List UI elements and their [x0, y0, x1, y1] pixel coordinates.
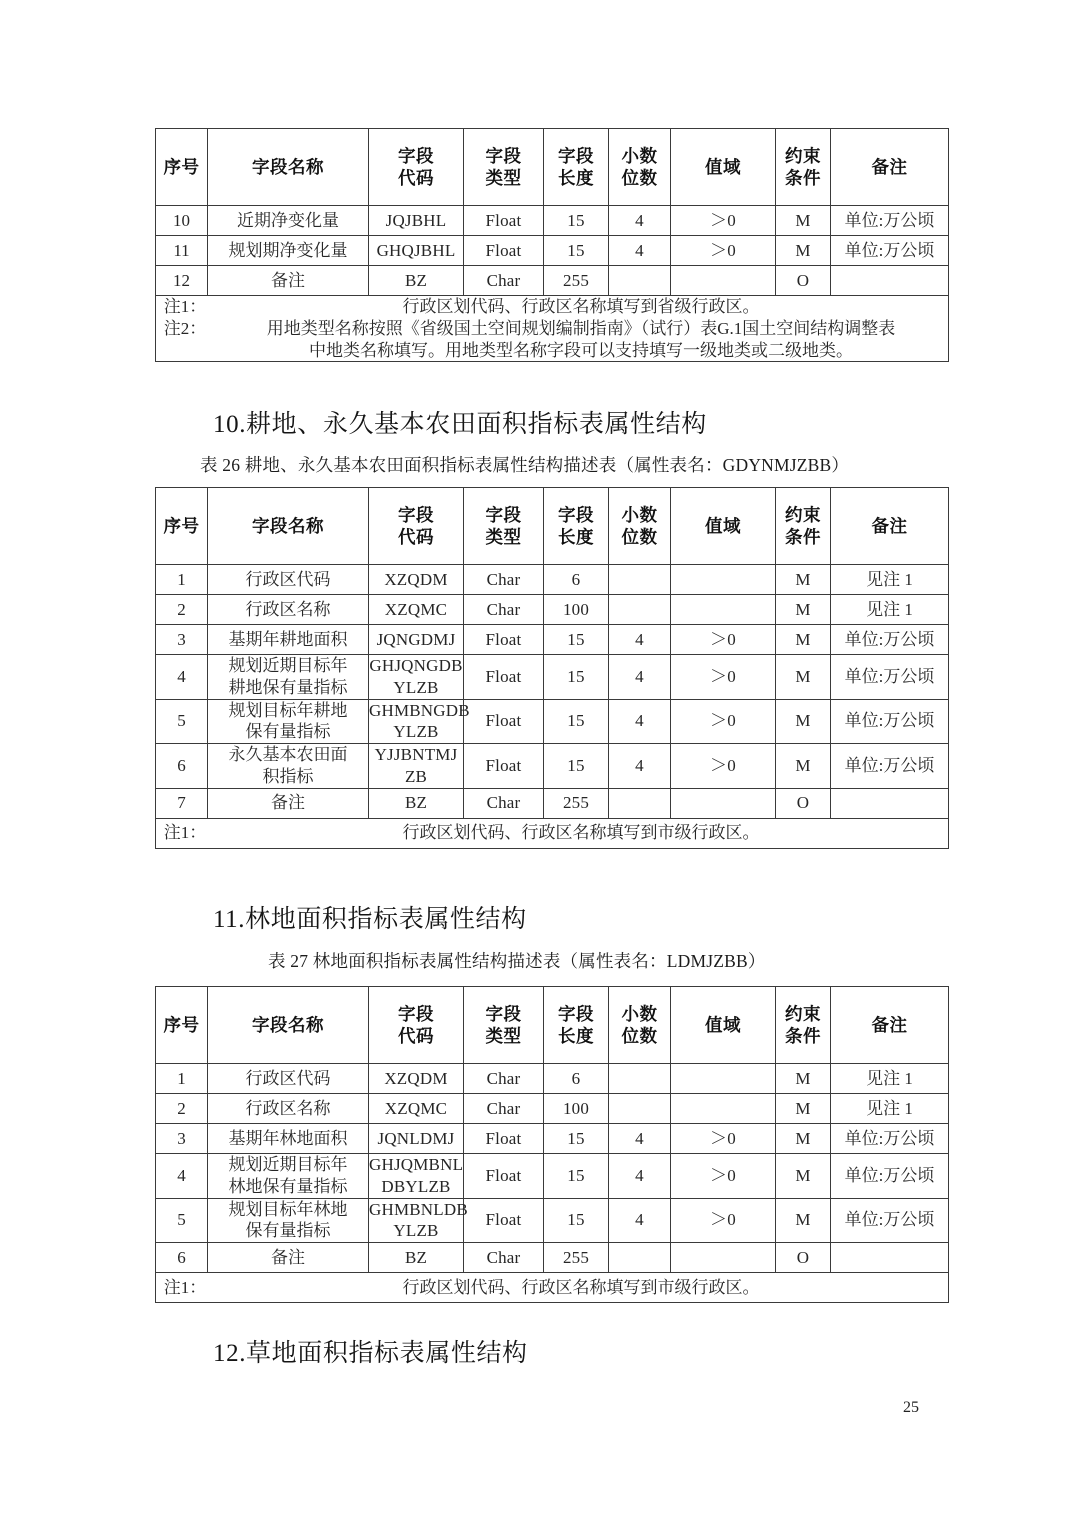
section-heading-12: 12.草地面积指标表属性结构: [213, 1340, 528, 1367]
cell-field-length: 15: [544, 206, 609, 236]
cell-decimals: 4: [609, 1154, 671, 1199]
cell-field-code: BZ: [369, 788, 464, 818]
cell-value-range: ＞0: [671, 206, 776, 236]
cell-field-type: Float: [464, 625, 544, 655]
cell-value-range: [671, 1243, 776, 1273]
table-row: [156, 1124, 949, 1154]
cell-constraint: O: [776, 788, 831, 818]
column-header-field-code: [369, 987, 464, 1064]
cell-remark: 单位:万公顷: [831, 1154, 949, 1199]
column-header-constraint-line2: 条件: [785, 1026, 821, 1046]
table-footer-notes: [156, 818, 949, 848]
column-header-remark: 备注: [831, 488, 949, 565]
cell-decimals: [609, 1243, 671, 1273]
note-line: 中地类名称填写。用地类型名称字段可以支持填写一级地类或二级地类。: [309, 340, 853, 360]
table-header-row: [156, 129, 949, 206]
cell-field-type: Char: [464, 595, 544, 625]
column-header-field-length-line2: 长度: [558, 1026, 594, 1046]
column-header-field-length-line1: 字段: [558, 504, 594, 525]
table-note: [156, 1277, 948, 1299]
column-header-field-length-line1: 字段: [558, 1003, 594, 1024]
cell-field-name: 规划目标年耕地 保有量指标: [208, 699, 369, 744]
column-header-index: 序号: [156, 488, 208, 565]
column-header-constraint: [776, 488, 831, 565]
cell-index: 2: [156, 595, 208, 625]
cell-index: 6: [156, 1243, 208, 1273]
cell-index: 4: [156, 1154, 208, 1199]
cell-index: 5: [156, 699, 208, 744]
cell-remark: 单位:万公顷: [831, 206, 949, 236]
cell-remark: 见注 1: [831, 565, 949, 595]
table-caption-27: 表 27 林地面积指标表属性结构描述表（属性表名：LDMJZBB）: [268, 951, 766, 971]
column-header-constraint-line2: 条件: [785, 527, 821, 547]
column-header-field-code-line2: 代码: [398, 168, 434, 188]
cell-constraint: O: [776, 1243, 831, 1273]
column-header-constraint: [776, 129, 831, 206]
table-note: [156, 318, 948, 362]
cell-constraint: M: [776, 625, 831, 655]
cell-field-name: 永久基本农田面 积指标: [208, 744, 369, 789]
table-25-continuation: [155, 128, 949, 362]
cell-constraint: M: [776, 655, 831, 700]
table-body: [156, 565, 949, 819]
cell-value-range: [671, 595, 776, 625]
column-header-field-type-line2: 类型: [485, 527, 522, 547]
table-body: [156, 1064, 949, 1273]
section-heading-10: 10.耕地、永久基本农田面积指标表属性结构: [213, 411, 707, 438]
table-notes: [156, 818, 949, 848]
cell-decimals: [609, 565, 671, 595]
cell-value-range: [671, 565, 776, 595]
cell-field-type: Float: [464, 655, 544, 700]
cell-index: 1: [156, 565, 208, 595]
cell-field-code: JQJBHL: [369, 206, 464, 236]
column-header-field-code-line2: 代码: [398, 527, 434, 547]
column-header-field-type: [464, 129, 544, 206]
cell-remark: 单位:万公顷: [831, 236, 949, 266]
column-header-field-type-line1: 字段: [485, 145, 522, 166]
cell-field-length: 15: [544, 236, 609, 266]
column-header-value-range: 值域: [671, 488, 776, 565]
cell-decimals: 4: [609, 206, 671, 236]
cell-decimals: 4: [609, 655, 671, 700]
cell-field-code: XZQDM: [369, 1064, 464, 1094]
cell-decimals: 4: [609, 625, 671, 655]
column-header-decimals-line2: 位数: [621, 168, 658, 188]
cell-decimals: 4: [609, 744, 671, 789]
cell-field-type: Float: [464, 1124, 544, 1154]
cell-field-code: JQNLDMJ: [369, 1124, 464, 1154]
cell-field-type: Float: [464, 1154, 544, 1199]
cell-index: 6: [156, 744, 208, 789]
column-header-decimals: [609, 488, 671, 565]
section-heading-11: 11.林地面积指标表属性结构: [213, 906, 527, 933]
cell-field-name: 基期年耕地面积: [208, 625, 369, 655]
cell-value-range: ＞0: [671, 236, 776, 266]
cell-remark: [831, 788, 949, 818]
column-header-remark: 备注: [831, 129, 949, 206]
cell-field-length: 100: [544, 595, 609, 625]
cell-constraint: M: [776, 1154, 831, 1199]
cell-constraint: O: [776, 266, 831, 296]
cell-field-type: Char: [464, 266, 544, 296]
column-header-index: 序号: [156, 129, 208, 206]
cell-field-code: GHQJBHL: [369, 236, 464, 266]
table-body: [156, 206, 949, 296]
cell-field-type: Char: [464, 1243, 544, 1273]
column-header-field-name: 字段名称: [208, 987, 369, 1064]
cell-field-name: 备注: [208, 788, 369, 818]
note-body: [214, 1277, 948, 1299]
cell-field-length: 255: [544, 1243, 609, 1273]
cell-index: 7: [156, 788, 208, 818]
column-header-field-length-line2: 长度: [558, 168, 594, 188]
table-row: [156, 625, 949, 655]
table-27-wrapper: [155, 986, 949, 1303]
column-header-field-length-line2: 长度: [558, 527, 594, 547]
cell-field-type: Char: [464, 788, 544, 818]
table-footer-notes: [156, 296, 949, 362]
attribute-structure-table: [155, 986, 949, 1303]
table-header-row: [156, 987, 949, 1064]
table-note-row: [156, 296, 949, 362]
cell-constraint: M: [776, 1094, 831, 1124]
cell-field-name: 行政区名称: [208, 1094, 369, 1124]
cell-decimals: [609, 788, 671, 818]
column-header-field-name: 字段名称: [208, 488, 369, 565]
column-header-field-type: [464, 488, 544, 565]
cell-remark: 单位:万公顷: [831, 625, 949, 655]
table-row: [156, 655, 949, 700]
table-row: [156, 236, 949, 266]
table-row: [156, 699, 949, 744]
cell-value-range: ＞0: [671, 1154, 776, 1199]
cell-index: 3: [156, 1124, 208, 1154]
cell-decimals: 4: [609, 1198, 671, 1243]
cell-remark: 单位:万公顷: [831, 1198, 949, 1243]
table-notes: [156, 296, 949, 362]
column-header-field-type: [464, 987, 544, 1064]
cell-field-name: 备注: [208, 266, 369, 296]
cell-index: 1: [156, 1064, 208, 1094]
cell-remark: [831, 266, 949, 296]
cell-decimals: [609, 1094, 671, 1124]
table-row: [156, 1198, 949, 1243]
note-tag: 注1：: [163, 1277, 207, 1297]
cell-field-length: 15: [544, 744, 609, 789]
column-header-field-length: [544, 488, 609, 565]
column-header-field-length: [544, 987, 609, 1064]
cell-field-type: Char: [464, 1094, 544, 1124]
cell-field-length: 100: [544, 1094, 609, 1124]
cell-remark: 见注 1: [831, 1094, 949, 1124]
cell-index: 4: [156, 655, 208, 700]
column-header-field-type-line2: 类型: [485, 1026, 522, 1046]
cell-constraint: M: [776, 1064, 831, 1094]
cell-value-range: [671, 788, 776, 818]
cell-remark: 单位:万公顷: [831, 744, 949, 789]
table-note: [156, 296, 948, 318]
note-body: [214, 318, 948, 362]
cell-field-code: BZ: [369, 266, 464, 296]
cell-field-name: 行政区代码: [208, 565, 369, 595]
cell-field-code: GHJQMBNL DBYLZB: [369, 1154, 464, 1199]
cell-constraint: M: [776, 206, 831, 236]
table-row: [156, 595, 949, 625]
column-header-field-length: [544, 129, 609, 206]
cell-field-length: 15: [544, 1124, 609, 1154]
column-header-value-range: 值域: [671, 987, 776, 1064]
cell-index: 11: [156, 236, 208, 266]
cell-field-length: 15: [544, 699, 609, 744]
table-row: [156, 788, 949, 818]
column-header-constraint-line1: 约束: [785, 504, 821, 525]
column-header-constraint-line1: 约束: [785, 1003, 821, 1024]
column-header-field-code-line2: 代码: [398, 1026, 434, 1046]
table-row: [156, 206, 949, 236]
note-body: [214, 822, 948, 844]
note-line: 行政区划代码、行政区名称填写到省级行政区。: [402, 297, 760, 316]
cell-field-code: GHMBNLDB YLZB: [369, 1198, 464, 1243]
cell-decimals: 4: [609, 699, 671, 744]
attribute-structure-table: [155, 487, 949, 849]
note-tag: 注1：: [163, 823, 207, 843]
table-caption-26: 表 26 耕地、永久基本农田面积指标表属性结构描述表（属性表名：GDYNMJZBB）: [200, 455, 850, 475]
cell-field-length: 15: [544, 625, 609, 655]
table-header-row: [156, 488, 949, 565]
cell-value-range: ＞0: [671, 625, 776, 655]
cell-field-code: JQNGDMJ: [369, 625, 464, 655]
column-header-index: 序号: [156, 987, 208, 1064]
column-header-field-code-line1: 字段: [398, 504, 434, 525]
cell-field-code: XZQMC: [369, 1094, 464, 1124]
note-tag: 注1：: [163, 297, 207, 316]
cell-field-type: Char: [464, 565, 544, 595]
cell-field-type: Float: [464, 206, 544, 236]
cell-index: 10: [156, 206, 208, 236]
table-row: [156, 1064, 949, 1094]
cell-field-name: 备注: [208, 1243, 369, 1273]
cell-field-name: 近期净变化量: [208, 206, 369, 236]
cell-index: 12: [156, 266, 208, 296]
cell-decimals: [609, 266, 671, 296]
cell-field-code: GHMBNGDB YLZB: [369, 699, 464, 744]
cell-field-name: 规划近期目标年 林地保有量指标: [208, 1154, 369, 1199]
table-26-wrapper: [155, 487, 949, 849]
column-header-decimals: [609, 129, 671, 206]
cell-field-code: XZQMC: [369, 595, 464, 625]
cell-value-range: [671, 266, 776, 296]
table-note: [156, 822, 948, 844]
cell-value-range: ＞0: [671, 1124, 776, 1154]
cell-field-length: 15: [544, 1198, 609, 1243]
cell-field-name: 规划期净变化量: [208, 236, 369, 266]
cell-field-length: 15: [544, 1154, 609, 1199]
cell-value-range: [671, 1094, 776, 1124]
cell-field-name: 基期年林地面积: [208, 1124, 369, 1154]
table-note-row: [156, 818, 949, 848]
note-body: [214, 296, 948, 318]
column-header-constraint: [776, 987, 831, 1064]
cell-field-name: 规划近期目标年 耕地保有量指标: [208, 655, 369, 700]
cell-constraint: M: [776, 595, 831, 625]
column-header-field-code: [369, 129, 464, 206]
note-line: 行政区划代码、行政区名称填写到市级行政区。: [402, 1277, 760, 1297]
cell-field-name: 行政区名称: [208, 595, 369, 625]
cell-field-length: 6: [544, 565, 609, 595]
cell-index: 3: [156, 625, 208, 655]
cell-value-range: ＞0: [671, 744, 776, 789]
cell-constraint: M: [776, 744, 831, 789]
cell-decimals: 4: [609, 236, 671, 266]
column-header-value-range: 值域: [671, 129, 776, 206]
cell-field-type: Float: [464, 699, 544, 744]
column-header-field-code: [369, 488, 464, 565]
cell-field-name: 规划目标年林地 保有量指标: [208, 1198, 369, 1243]
cell-field-code: BZ: [369, 1243, 464, 1273]
column-header-decimals: [609, 987, 671, 1064]
column-header-field-type-line1: 字段: [485, 1003, 522, 1024]
attribute-structure-table: [155, 128, 949, 362]
cell-remark: 单位:万公顷: [831, 655, 949, 700]
cell-field-name: 行政区代码: [208, 1064, 369, 1094]
cell-constraint: M: [776, 565, 831, 595]
cell-decimals: 4: [609, 1124, 671, 1154]
note-line: 用地类型名称按照《省级国土空间规划编制指南》（试行）表G.1国土空间结构调整表: [266, 318, 896, 338]
cell-field-type: Float: [464, 236, 544, 266]
cell-remark: 见注 1: [831, 595, 949, 625]
cell-value-range: ＞0: [671, 699, 776, 744]
cell-field-code: GHJQNGDB YLZB: [369, 655, 464, 700]
cell-field-length: 255: [544, 266, 609, 296]
cell-index: 2: [156, 1094, 208, 1124]
table-row: [156, 565, 949, 595]
column-header-field-length-line1: 字段: [558, 145, 594, 166]
table-row: [156, 266, 949, 296]
column-header-field-name: 字段名称: [208, 129, 369, 206]
cell-remark: [831, 1243, 949, 1273]
cell-remark: 见注 1: [831, 1064, 949, 1094]
column-header-decimals-line2: 位数: [621, 1026, 658, 1046]
cell-value-range: ＞0: [671, 1198, 776, 1243]
table-row: [156, 1243, 949, 1273]
cell-value-range: [671, 1064, 776, 1094]
note-line: 行政区划代码、行政区名称填写到市级行政区。: [402, 823, 760, 843]
page-number: 25: [903, 1399, 919, 1416]
column-header-remark: 备注: [831, 987, 949, 1064]
column-header-decimals-line1: 小数: [621, 1003, 658, 1024]
cell-constraint: M: [776, 1198, 831, 1243]
note-tag: 注2：: [163, 318, 207, 338]
cell-constraint: M: [776, 1124, 831, 1154]
column-header-field-type-line1: 字段: [485, 504, 522, 525]
cell-constraint: M: [776, 699, 831, 744]
table-row: [156, 1154, 949, 1199]
cell-remark: 单位:万公顷: [831, 699, 949, 744]
table-footer-notes: [156, 1273, 949, 1303]
table-row: [156, 1094, 949, 1124]
cell-field-code: YJJBNTMJ ZB: [369, 744, 464, 789]
cell-constraint: M: [776, 236, 831, 266]
cell-field-length: 255: [544, 788, 609, 818]
table-notes: [156, 1273, 949, 1303]
cell-field-type: Char: [464, 1064, 544, 1094]
cell-field-length: 15: [544, 655, 609, 700]
column-header-decimals-line1: 小数: [621, 504, 658, 525]
column-header-constraint-line1: 约束: [785, 145, 821, 166]
cell-field-type: Float: [464, 1198, 544, 1243]
column-header-constraint-line2: 条件: [785, 168, 821, 188]
cell-field-code: XZQDM: [369, 565, 464, 595]
column-header-field-code-line1: 字段: [398, 1003, 434, 1024]
cell-decimals: [609, 1064, 671, 1094]
cell-decimals: [609, 595, 671, 625]
column-header-field-code-line1: 字段: [398, 145, 434, 166]
cell-value-range: ＞0: [671, 655, 776, 700]
cell-field-length: 6: [544, 1064, 609, 1094]
column-header-decimals-line2: 位数: [621, 527, 658, 547]
cell-remark: 单位:万公顷: [831, 1124, 949, 1154]
table-row: [156, 744, 949, 789]
cell-field-type: Float: [464, 744, 544, 789]
cell-index: 5: [156, 1198, 208, 1243]
table-note-row: [156, 1273, 949, 1303]
column-header-field-type-line2: 类型: [485, 168, 522, 188]
column-header-decimals-line1: 小数: [621, 145, 658, 166]
